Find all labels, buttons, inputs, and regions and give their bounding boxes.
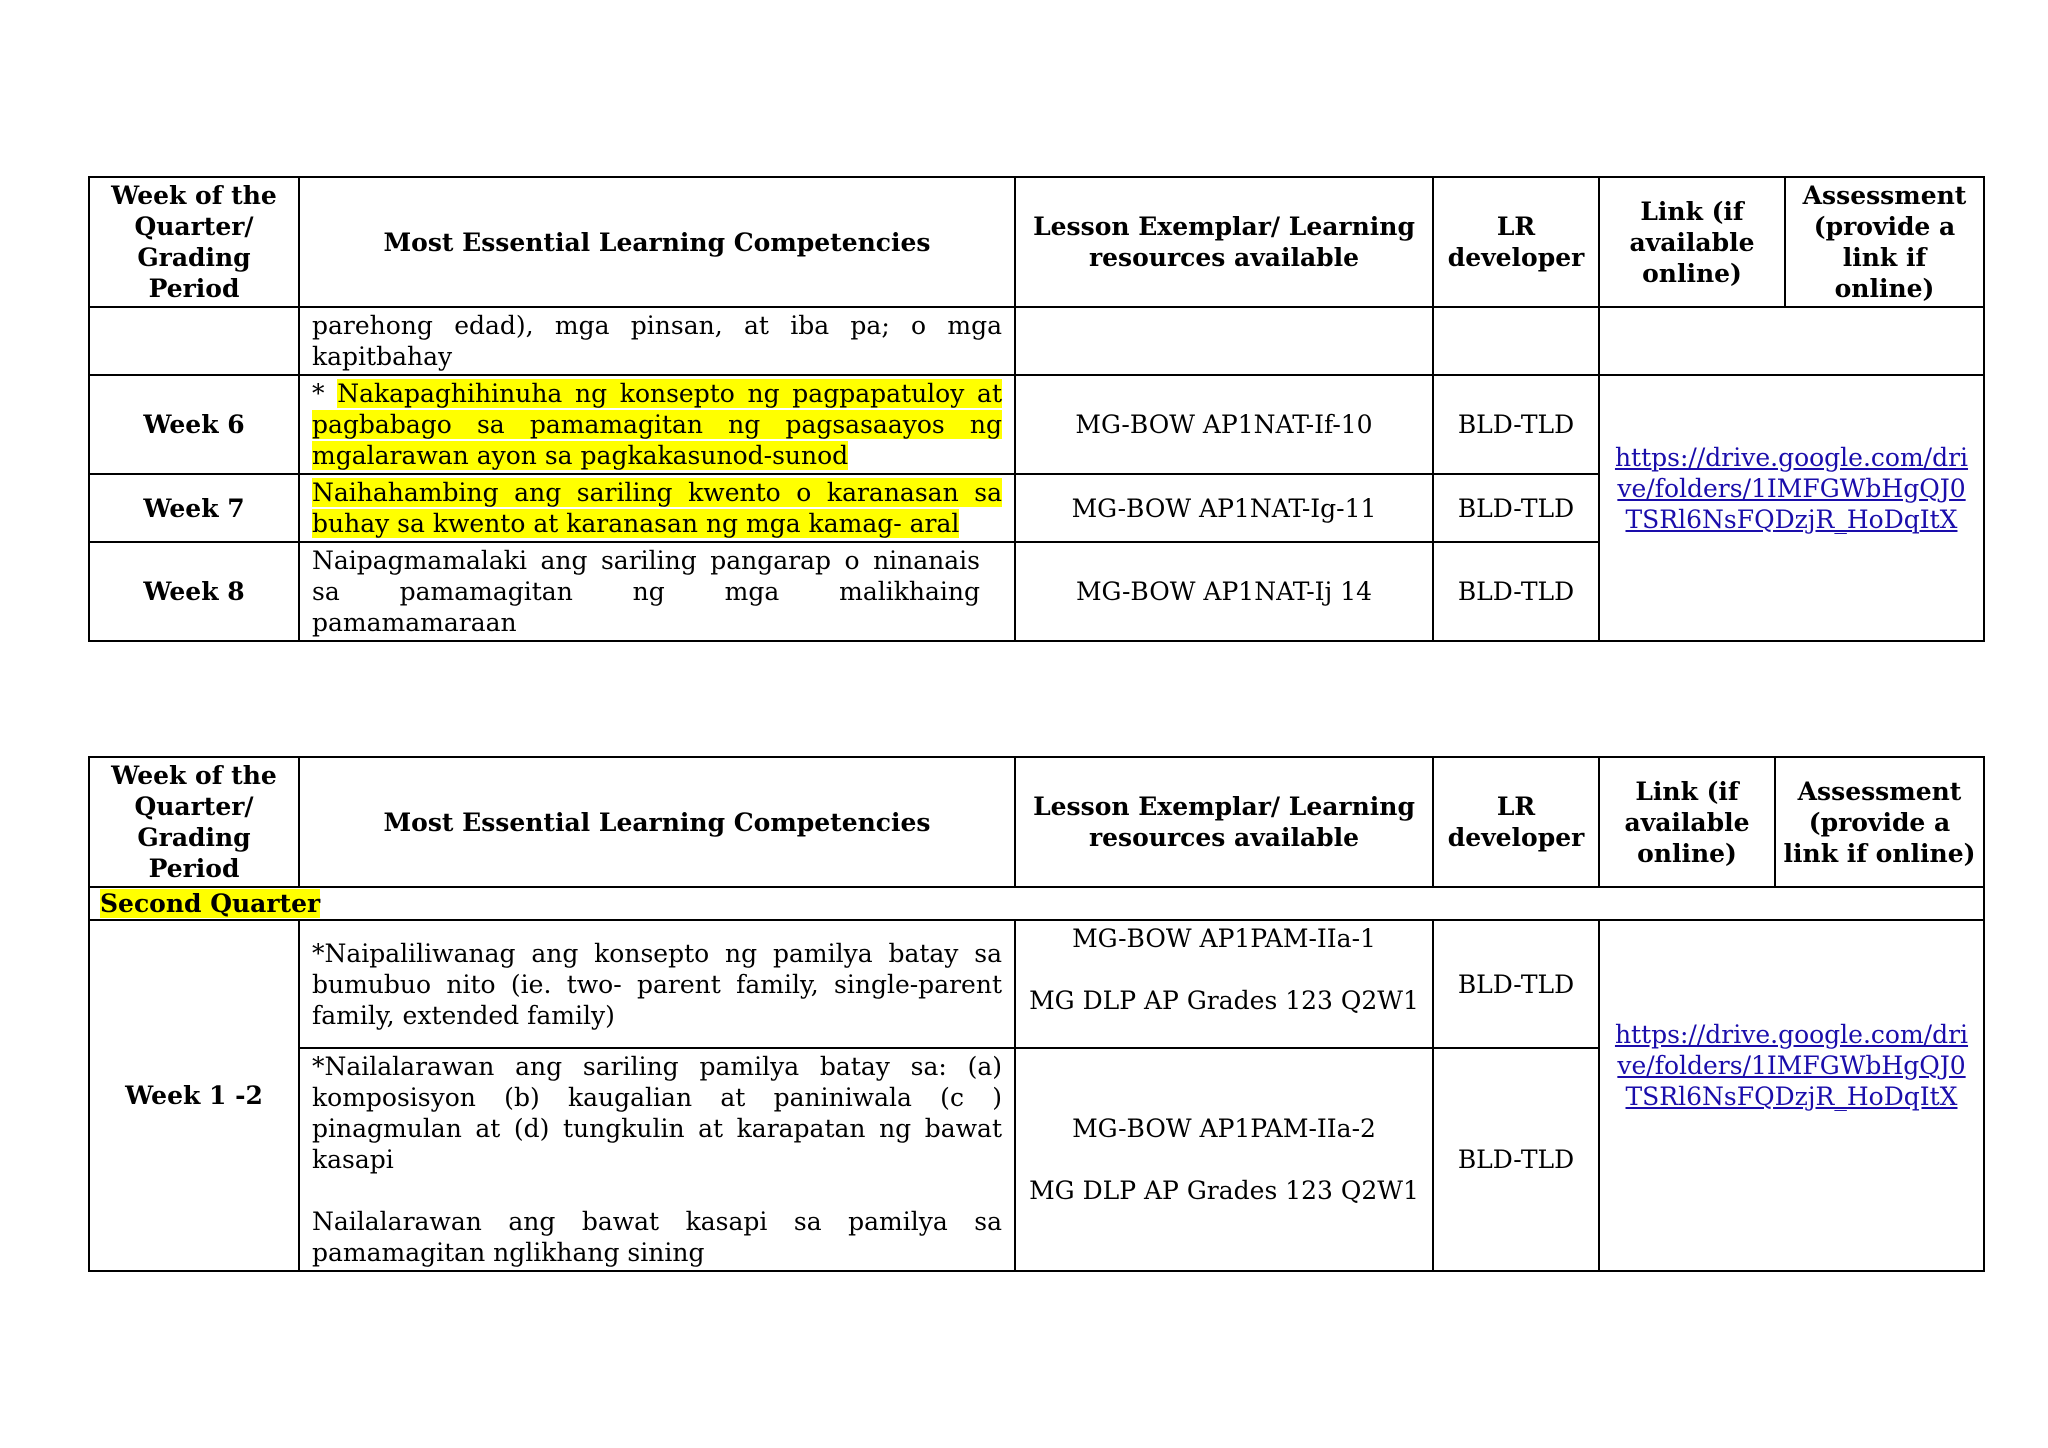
lr-cell: BLD-TLD [1433,920,1599,1048]
highlighted-competency: Naihahambing ang sariling kwento o karanasan sa buhay sa kwento at karanasan ng mga kamag- aral [312,478,1002,538]
header-week: Week of the Quarter/ Grading Period [89,757,299,887]
drive-link[interactable]: https://drive.google.com/drive/folders/1IMFGWbHgQJ0TSRl6NsFQDzjR_HoDqItX [1614,442,1969,534]
header-lr-developer: LR developer [1433,757,1599,887]
week-cell: Week 8 [89,542,299,641]
lr-cell: BLD-TLD [1433,474,1599,542]
header-lesson: Lesson Exemplar/ Learning resources available [1015,177,1433,307]
quarter-cell [89,887,1984,920]
lr-cell: BLD-TLD [1433,1048,1599,1271]
competency-text: *Nailalarawan ang sariling pamilya batay sa: (a) komposisyon (b) kaugalian at paniniwala (c ) pinagmulan at (d) tungkulin at karapatan ng bawat kasapi [312,1052,1002,1174]
lesson-cell [1015,307,1433,375]
lesson-code: MG-BOW AP1PAM-IIa-1 [1072,924,1376,953]
header-link: Link (if available online) [1599,757,1775,887]
week-cell: Week 1 -2 [89,920,299,1271]
week-cell [89,307,299,375]
week-cell: Week 6 [89,375,299,474]
header-melc: Most Essential Learning Competencies [299,177,1015,307]
quarter-row [89,887,1984,920]
competency-cell [299,1048,1015,1271]
header-week: Week of the Quarter/ Grading Period [89,177,299,307]
table-row [89,307,1984,375]
highlighted-competency: Nakapaghihinuha ng konsepto ng pagpapatuloy at pagbabago sa pamamagitan ng pagsasaayos ng mgalarawan ayon sa pagkakasunod-sunod [312,379,1002,470]
lesson-cell [1015,1048,1433,1271]
lesson-dlp: MG DLP AP Grades 123 Q2W1 [1029,1176,1419,1205]
lesson-code: MG-BOW AP1PAM-IIa-2 [1072,1114,1376,1143]
lr-cell: BLD-TLD [1433,542,1599,641]
competency-table-first [88,176,1985,642]
bullet-marker: * [312,379,338,408]
link-cell [1599,307,1984,375]
lesson-cell: MG-BOW AP1NAT-Ij 14 [1015,542,1433,641]
header-melc: Most Essential Learning Competencies [299,757,1015,887]
drive-link[interactable]: https://drive.google.com/drive/folders/1IMFGWbHgQJ0TSRl6NsFQDzjR_HoDqItX [1614,1020,1969,1111]
quarter-label: Second Quarter [100,889,321,918]
table-row [89,920,1984,1048]
competency-cell: parehong edad), mga pinsan, at iba pa; o mga kapitbahay [299,307,1015,375]
header-lesson: Lesson Exemplar/ Learning resources available [1015,757,1433,887]
competency-table-second [88,756,1985,1272]
lesson-cell [1015,920,1433,1048]
table-row [89,375,1984,474]
header-assessment: Assessment (provide a link if online) [1785,177,1984,307]
lr-cell: BLD-TLD [1433,375,1599,474]
lesson-cell: MG-BOW AP1NAT-If-10 [1015,375,1433,474]
lesson-cell: MG-BOW AP1NAT-Ig-11 [1015,474,1433,542]
header-assessment: Assessment (provide a link if online) [1775,757,1984,887]
lr-cell [1433,307,1599,375]
header-link: Link (if available online) [1599,177,1785,307]
competency-cell [299,375,1015,474]
link-cell [1599,375,1984,641]
lesson-dlp: MG DLP AP Grades 123 Q2W1 [1029,986,1419,1015]
header-row [89,757,1984,887]
competency-text-extra: Nailalarawan ang bawat kasapi sa pamilya sa pamamagitan nglikhang sining [312,1207,1002,1267]
link-cell [1599,920,1984,1271]
competency-cell: *Naipaliliwanag ang konsepto ng pamilya batay sa bumubuo nito (ie. two- parent family, single-parent family, extended family) [299,920,1015,1048]
competency-cell [299,474,1015,542]
header-lr-developer: LR developer [1433,177,1599,307]
week-cell: Week 7 [89,474,299,542]
competency-cell: Naipagmamalaki ang sariling pangarap o ninanais sa pamamagitan ng mga malikhaing pamamamaraan [299,542,1015,641]
header-row [89,177,1984,307]
